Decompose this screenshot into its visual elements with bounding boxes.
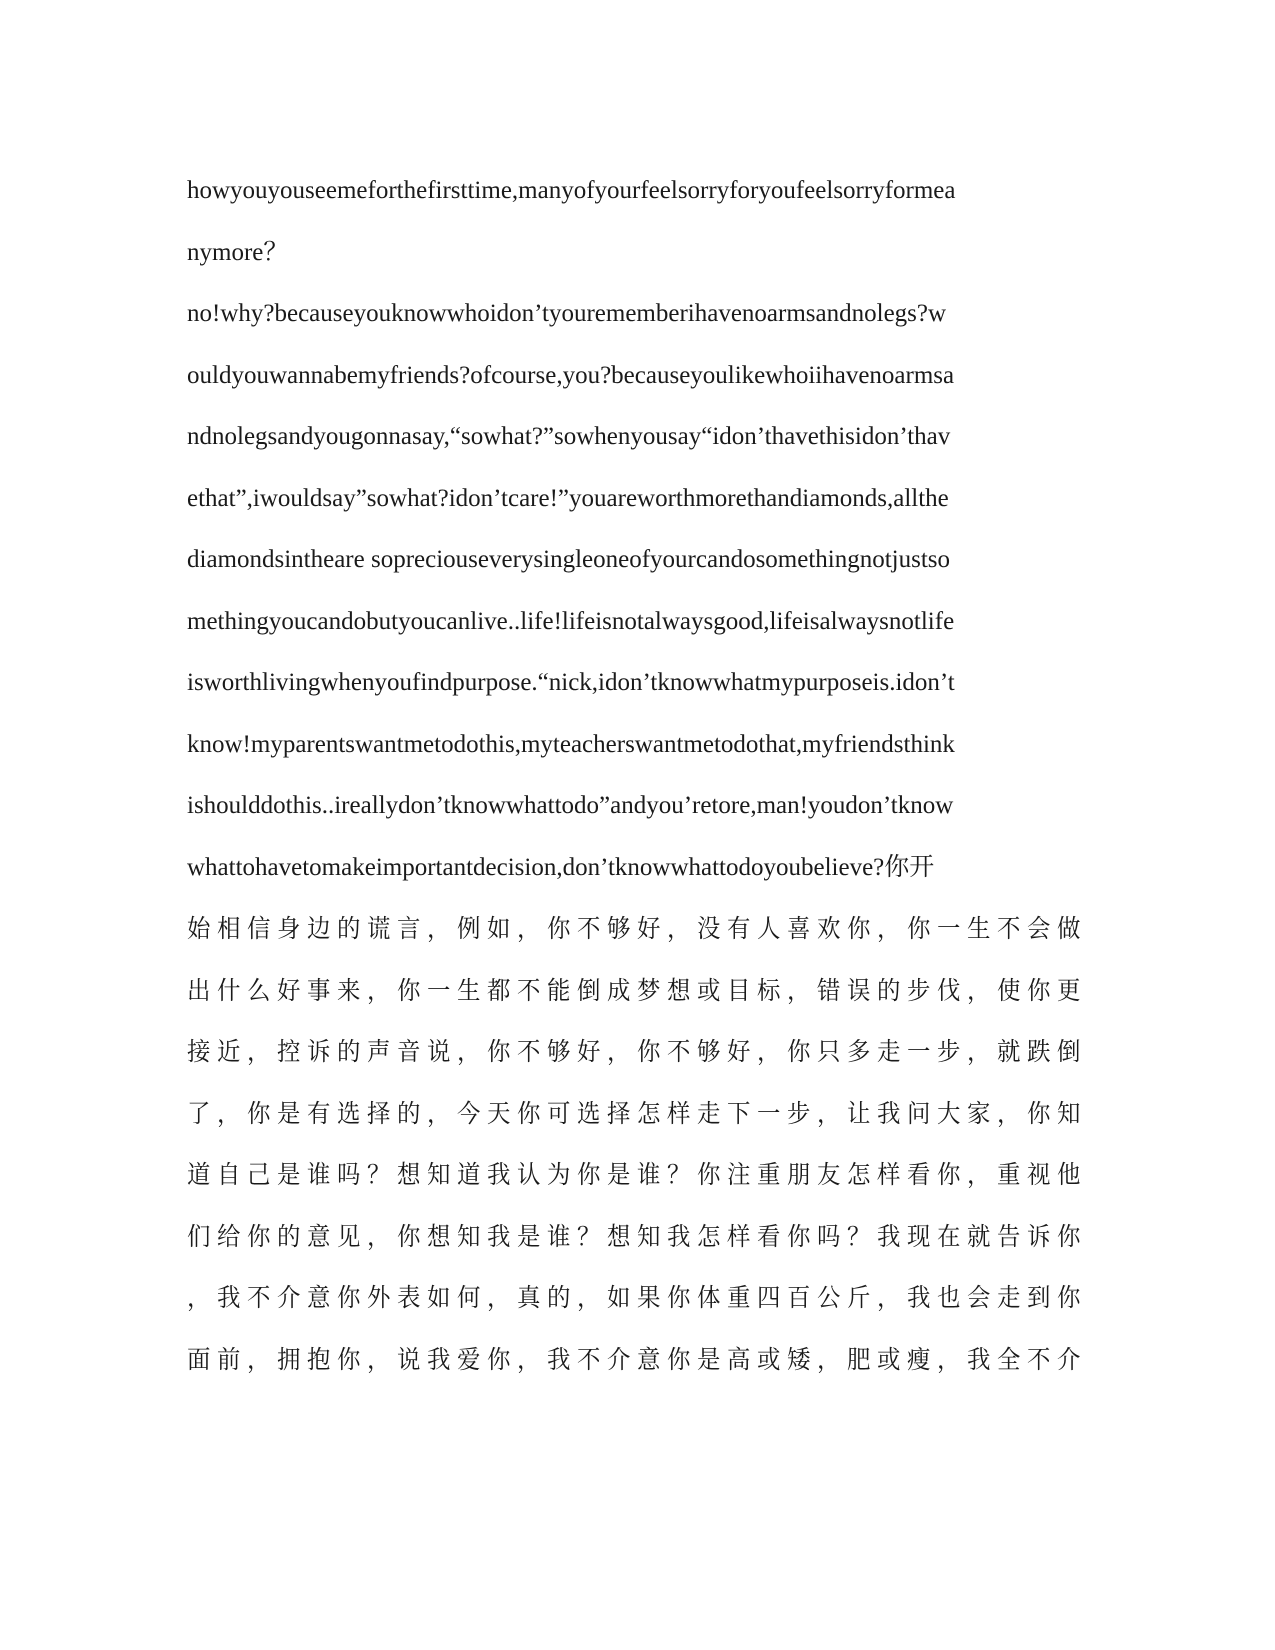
text-line: methingyoucandobutyoucanlive..life!lifeisnotalwaysgood,lifeisalwaysnotlife [187, 607, 955, 635]
text-line: 们给你的意见，你想知我是谁？想知我怎样看你吗？我现在就告诉你 [187, 1221, 1088, 1251]
text-line: 接近，控诉的声音说，你不够好，你不够好，你只多走一步，就跌倒 [187, 1037, 1088, 1066]
text-line: know!myparentswantmetodothis,myteacherswantmetodothat,myfriendsthink [187, 730, 955, 758]
text-line: isworthlivingwhenyoufindpurpose.“nick,idon’tknowwhatmypurposeis.idon’t [187, 669, 955, 696]
text-line: whattohavetomakeimportantdecision,don’tknowwhattodoyoubelieve?你开 [187, 853, 935, 881]
text-line: ouldyouwannabemyfriends?ofcourse,you?becauseyoulikewhoiihavenoarmsa [187, 361, 955, 389]
text-line: 始相信身边的谎言，例如，你不够好，没有人喜欢你，你一生不会做 [187, 914, 1088, 943]
text-line: ishoulddothis..ireallydon’tknowwhattodo”andyou’retore,man!youdon’tknow [187, 792, 954, 819]
body-text [187, 160, 1087, 1390]
text-line: ndnolegsandyougonnasay,“sowhat?”sowhenyousay“idon’thavethisidon’thav [187, 423, 951, 450]
text-line: ethat”,iwouldsay”sowhat?idon’tcare!”youareworthmorethandiamonds,allthe [187, 484, 949, 512]
text-line: ，我不介意你外表如何，真的，如果你体重四百公斤，我也会走到你 [187, 1283, 1088, 1312]
text-line: nymore？ [187, 238, 289, 266]
text-line: diamondsintheare sopreciouseverysingleoneofyourcandosomethingnotjustso [187, 546, 951, 573]
text-line: 面前，拥抱你，说我爱你，我不介意你是高或矮，肥或瘦，我全不介 [187, 1344, 1088, 1374]
text-line: 道自己是谁吗？想知道我认为你是谁？你注重朋友怎样看你，重视他 [187, 1160, 1088, 1189]
text-line: howyouyouseemeforthefirsttime,manyofyourfeelsorryforyoufeelsorryformea [187, 177, 956, 204]
text-line: 了，你是有选择的，今天你可选择怎样走下一步，让我问大家，你知 [187, 1098, 1088, 1128]
text-line: no!why?becauseyouknowwhoidon’tyourememberihavenoarmsandnolegs?w [187, 300, 947, 327]
text-line: 出什么好事来，你一生都不能倒成梦想或目标，错误的步伐，使你更 [187, 975, 1088, 1005]
